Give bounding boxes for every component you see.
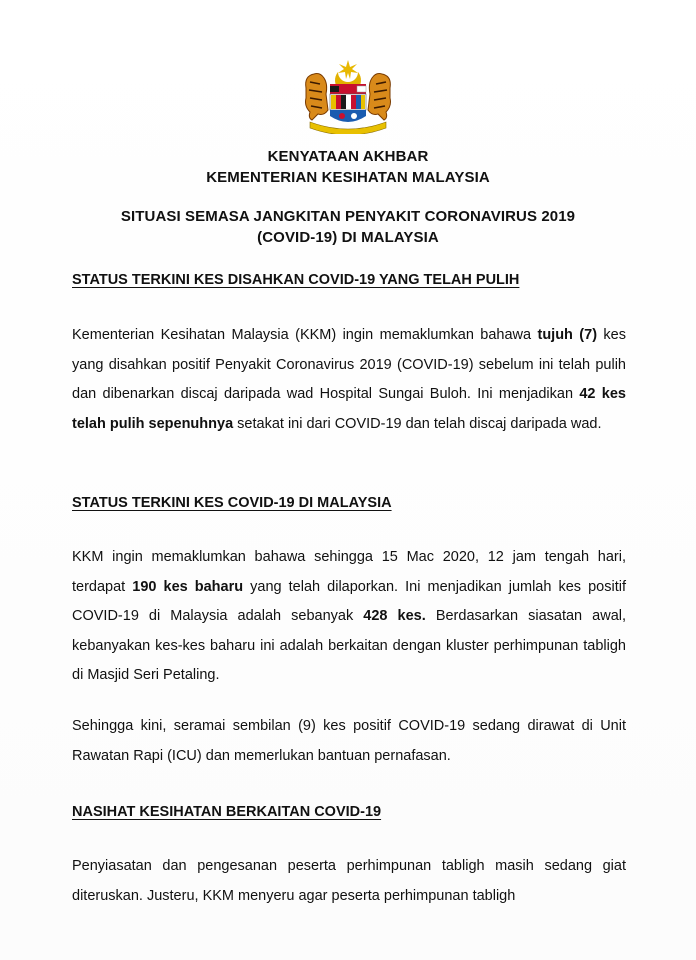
text-span: setakat ini dari COVID-19 dan telah discaj daripada wad. [233,415,602,432]
ministry-title: KEMENTERIAN KESIHATAN MALAYSIA [206,169,490,186]
text-span: Berdasarkan siasatan awal, kebanyakan kes-kes baharu ini adalah berkaitan dengan kluster perhimpunan tabligh di Masjid Seri Petaling. [72,608,627,683]
paragraph-icu: Sehingga kini, seramai sembilan (9) kes positif COVID-19 sedang dirawat di Unit Rawatan Rapi (ICU) dan memerlukan bantuan pernafasan. [72,718,626,764]
section-heading-advice: NASIHAT KESIHATAN BERKAITAN COVID-19 [72,804,382,820]
paragraph-recovered [72,321,626,439]
subtitle-line-2: (COVID-19) DI MALAYSIA [257,229,439,246]
text-span: kes yang disahkan positif Penyakit Coronavirus 2019 (COVID-19) sebelum ini telah pulih dan dibenarkan discaj daripada wad Hospital Sungai Buloh. Ini menjadikan [72,327,626,402]
text-span: KKM ingin memaklumkan bahawa sehingga 15 Mac 2020, 12 jam tengah hari, terdapat [72,549,626,595]
malaysia-coat-of-arms-icon [298,58,398,134]
bold-span: 428 kes. [363,608,426,624]
paragraph-status [72,543,626,691]
bold-span: 190 kes baharu [132,578,244,595]
bold-span: tujuh (7) [537,327,598,343]
text-span: Kementerian Kesihatan Malaysia (KKM) ingin memaklumkan bahawa [72,327,538,343]
subtitle-line-1: SITUASI SEMASA JANGKITAN PENYAKIT CORONAVIRUS 2019 [120,208,576,225]
section-heading-status: STATUS TERKINI KES COVID-19 DI MALAYSIA [72,495,392,511]
press-release-title: KENYATAAN AKHBAR [267,148,429,165]
text-span: yang telah dilaporkan. Ini menjadikan jumlah kes positif COVID-19 di Malaysia adalah sebanyak [72,578,626,624]
bold-span: 42 kes telah pulih sepenuhnya [72,386,626,432]
paragraph-advice: Penyiasatan dan pengesanan peserta perhimpunan tabligh masih sedang giat diteruskan. Justeru, KKM menyeru agar peserta perhimpunan tabligh [72,858,626,904]
section-heading-recovered: STATUS TERKINI KES DISAHKAN COVID-19 YANG TELAH PULIH [72,272,520,288]
